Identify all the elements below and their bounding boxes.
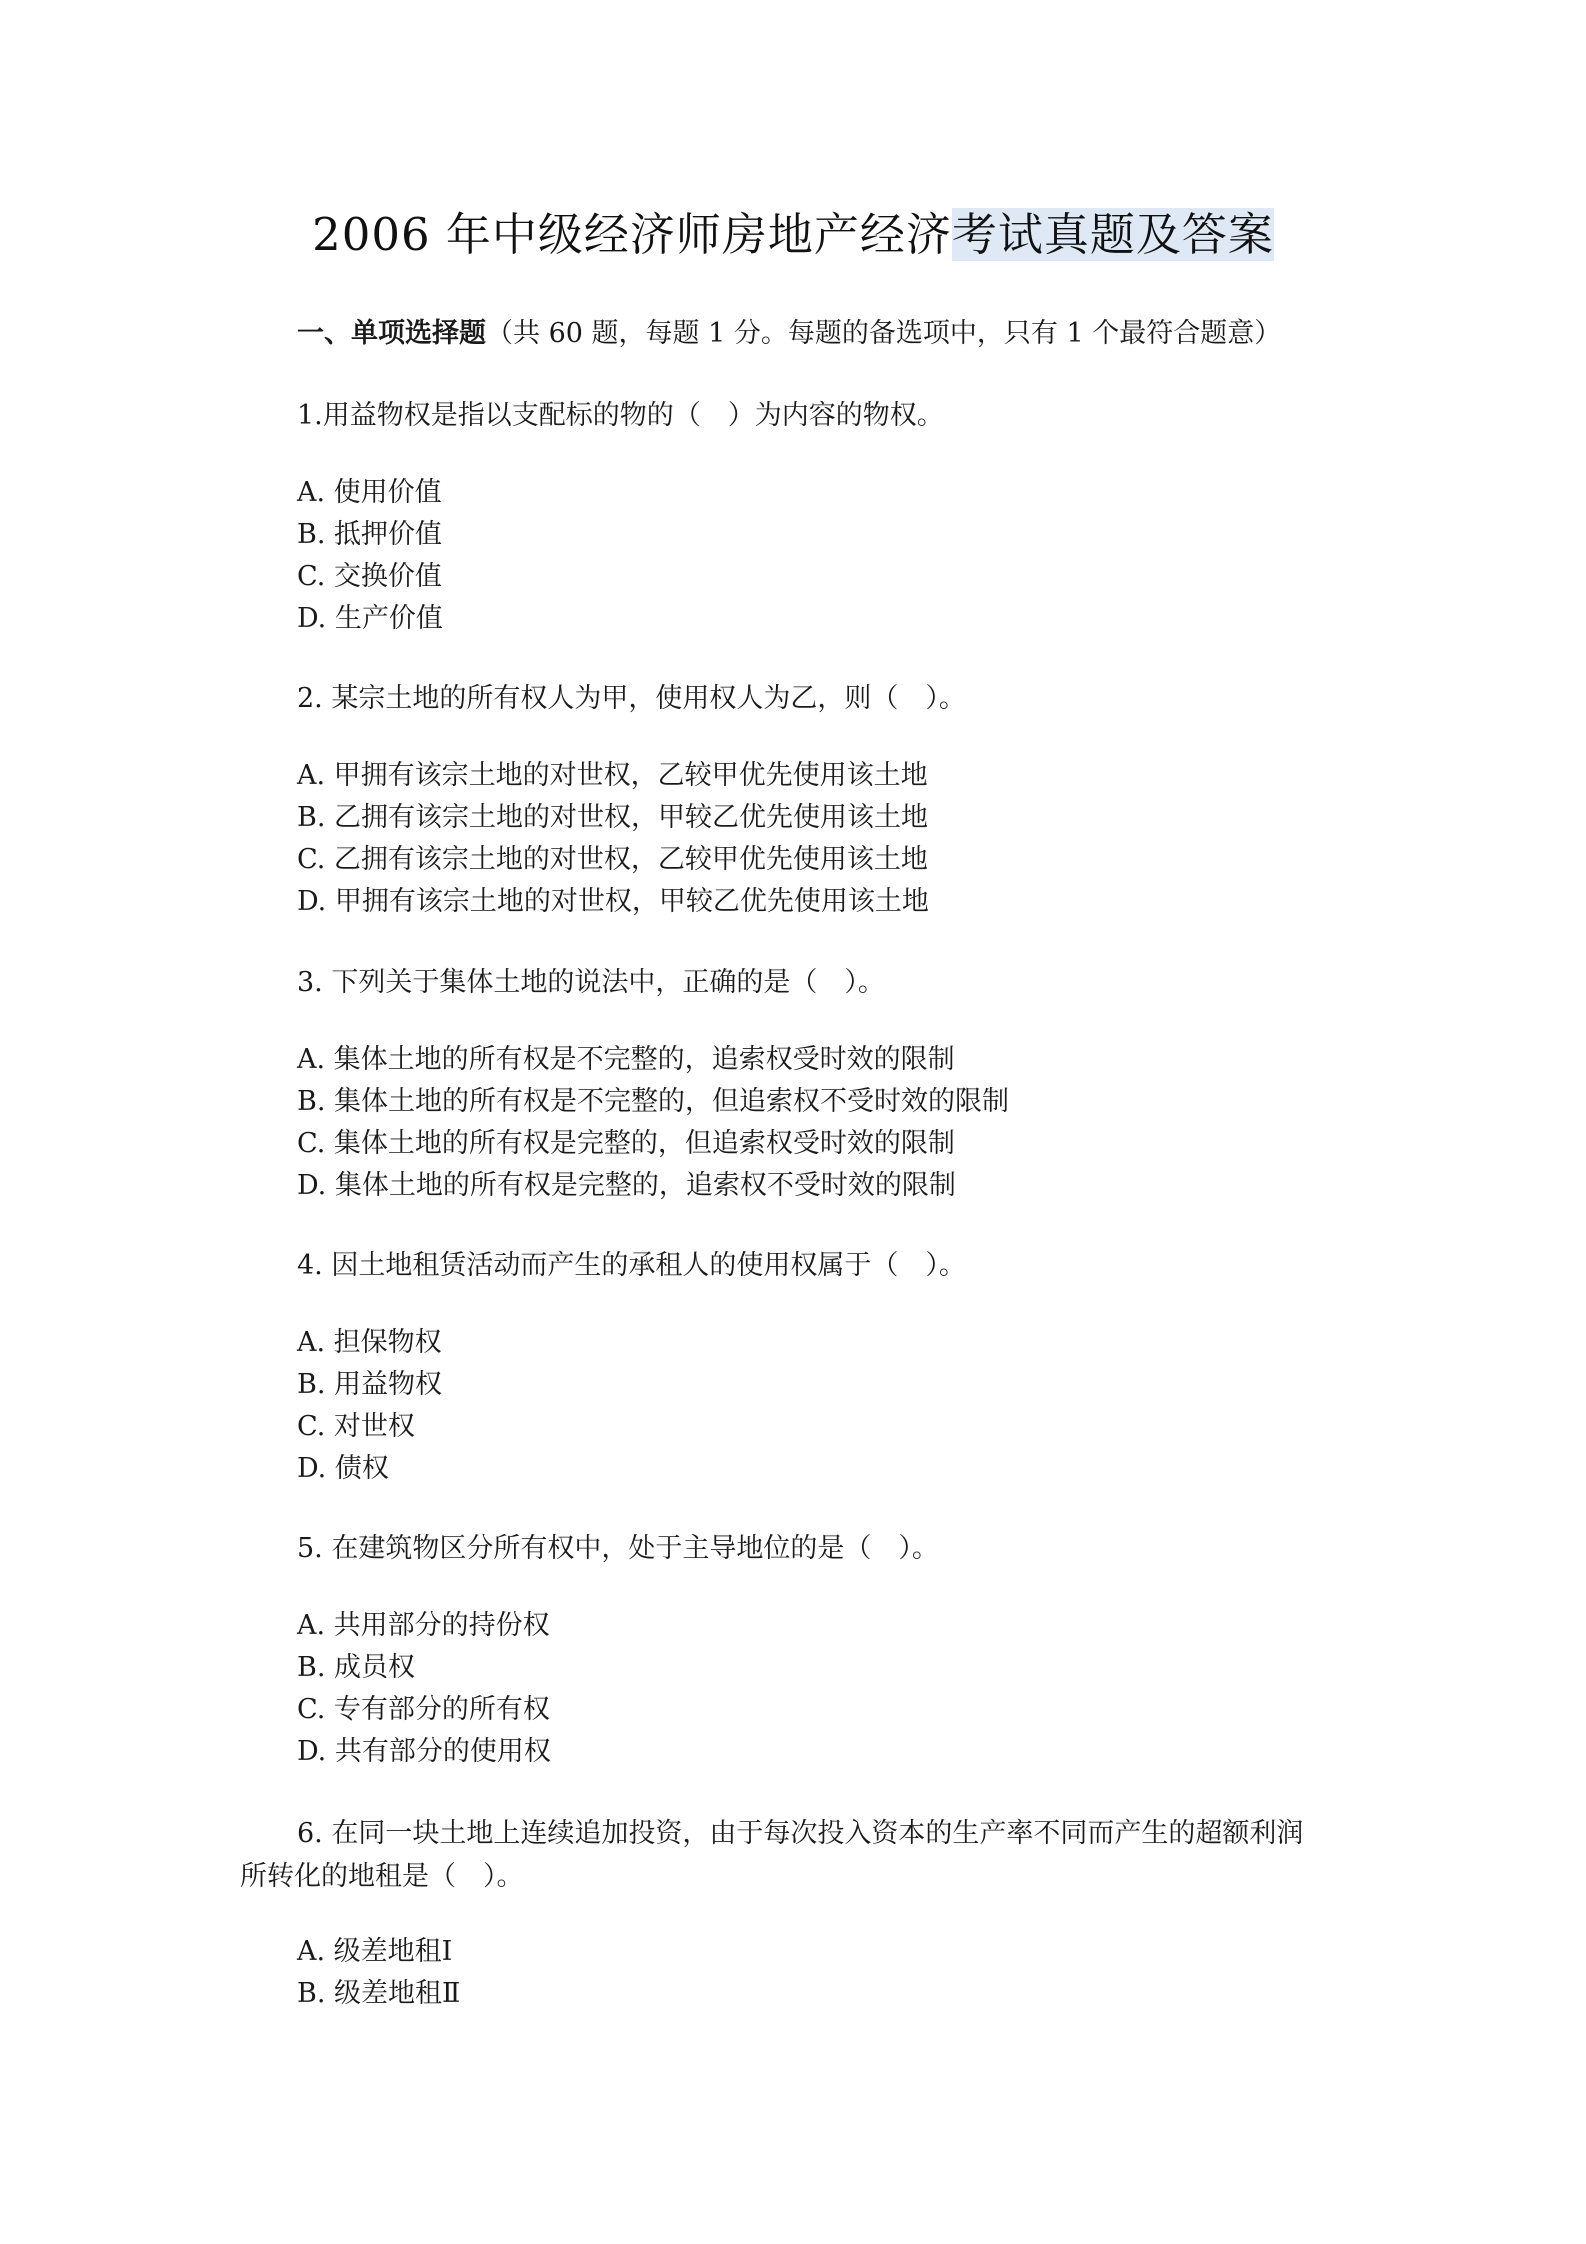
question-1-option-a: A. 使用价值 [297, 477, 442, 508]
question-3-option-a: A. 集体土地的所有权是不完整的，追索权受时效的限制 [297, 1044, 955, 1075]
question-2-option-c: C. 乙拥有该宗土地的对世权，乙较甲优先使用该土地 [297, 844, 928, 875]
question-6-options [297, 1931, 460, 2015]
question-5-option-a: A. 共用部分的持份权 [297, 1610, 550, 1641]
question-6-option-b: B. 级差地租Ⅱ [297, 1978, 461, 2009]
question-1-text: 1.用益物权是指以支配标的物的（ ）为内容的物权。 [297, 400, 944, 431]
title-wrap [0, 205, 1586, 265]
question-4-option-b: B. 用益物权 [297, 1369, 443, 1400]
question-2-option-a: A. 甲拥有该宗土地的对世权，乙较甲优先使用该土地 [297, 760, 928, 791]
question-3-text: 3. 下列关于集体土地的说法中，正确的是（ ）。 [297, 967, 885, 998]
title-prefix: 2006 年中级经济师房地产经济 [312, 208, 952, 261]
question-2-option-b: B. 乙拥有该宗土地的对世权，甲较乙优先使用该土地 [297, 802, 929, 833]
section-heading [297, 314, 1281, 354]
question-5-text: 5. 在建筑物区分所有权中，处于主导地位的是（ ）。 [297, 1533, 939, 1564]
question-5-options [297, 1605, 551, 1773]
question-4-text: 4. 因土地租赁活动而产生的承租人的使用权属于（ ）。 [297, 1250, 966, 1281]
question-4-option-c: C. 对世权 [297, 1411, 415, 1442]
question-6-text-line-2: 所转化的地租是（ ）。 [240, 1861, 524, 1892]
title-highlight: 考试真题及答案 [951, 208, 1274, 261]
question-3-option-d: D. 集体土地的所有权是完整的，追索权不受时效的限制 [297, 1170, 956, 1201]
question-2-option-d: D. 甲拥有该宗土地的对世权，甲较乙优先使用该土地 [297, 886, 929, 917]
question-4-option-a: A. 担保物权 [297, 1327, 442, 1358]
question-1-option-d: D. 生产价值 [297, 603, 443, 634]
question-2-options [297, 755, 929, 923]
question-1-options [297, 472, 443, 640]
question-5-option-b: B. 成员权 [297, 1652, 416, 1683]
question-4-option-d: D. 债权 [297, 1453, 389, 1484]
question-1-option-c: C. 交换价值 [297, 561, 442, 592]
question-3-option-b: B. 集体土地的所有权是不完整的，但追索权不受时效的限制 [297, 1086, 1010, 1117]
question-6-text-line-1: 6. 在同一块土地上连续追加投资，由于每次投入资本的生产率不同而产生的超额利润 [297, 1818, 1304, 1849]
question-4-options [297, 1322, 442, 1490]
section-heading-note: （共 60 题，每题 1 分。每题的备选项中，只有 1 个最符合题意） [486, 318, 1282, 349]
question-2-text: 2. 某宗土地的所有权人为甲，使用权人为乙，则（ ）。 [297, 683, 966, 714]
question-1-option-b: B. 抵押价值 [297, 519, 443, 550]
question-3-option-c: C. 集体土地的所有权是完整的，但追索权受时效的限制 [297, 1128, 955, 1159]
question-5-option-d: D. 共有部分的使用权 [297, 1736, 551, 1767]
section-heading-label: 一、单项选择题 [297, 318, 486, 349]
question-5-option-c: C. 专有部分的所有权 [297, 1694, 550, 1725]
question-6-option-a: A. 级差地租Ⅰ [297, 1936, 453, 1967]
question-6-text [240, 1812, 1350, 1898]
question-3-options [297, 1039, 1009, 1207]
document-title [310, 205, 1276, 265]
